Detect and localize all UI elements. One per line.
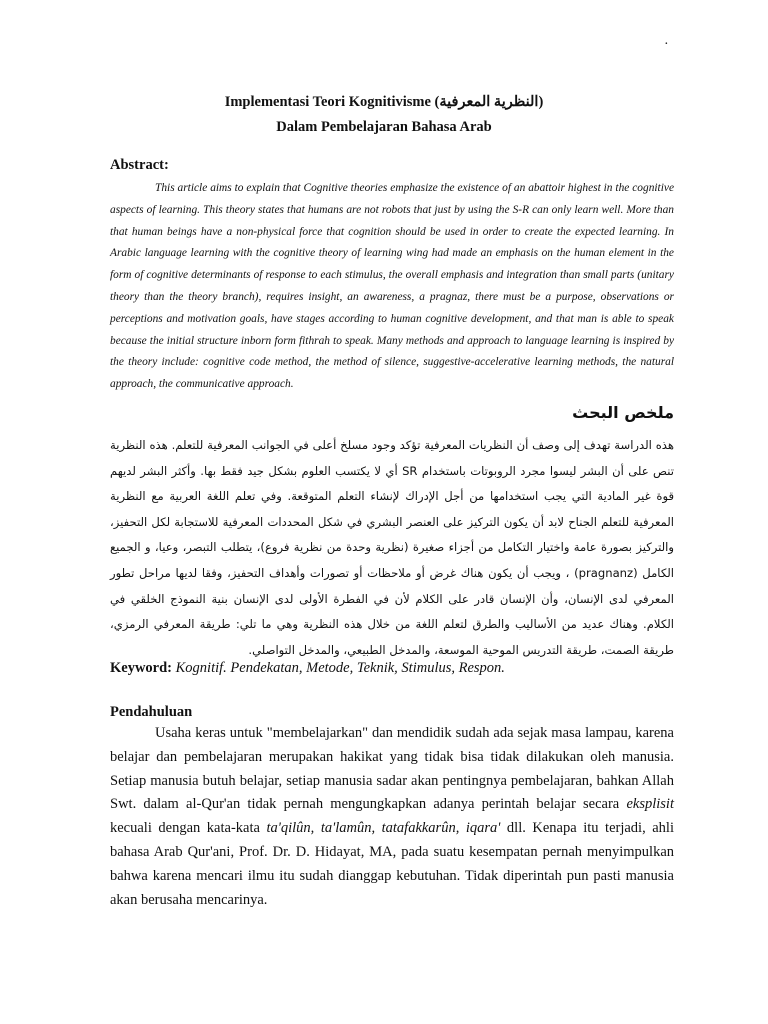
keywords [110, 660, 674, 677]
abstract-body: This article aims to explain that Cognitive theories emphasize the existence of an abattoir highest in the cognitive aspects of learning. This theory states that humans are not robots that just by using the S-R can only learn well. More than that human beings have a non-physical force that cognition should be used in order to create the expected learning. In Arabic language learning with the cognitive theory of learning wing had made an emphasis on the human element in the form of cognitive determinants of response to each stimulus, the overall emphasis and integration than small parts (unitary theory than the theory branch), requires insight, an awareness, a pragnaz, there must be a purpose, observations or perceptions and motivation goals, have stages according to human cognitive development, and that man is able to speak because the initial structure inborn form fithrah to speak. Many methods and approach to language learning is inspired by the theory include: cognitive code method, the method of silence, suggestive-accelerative learning methods, the natural approach, the communicative approach. [110, 182, 674, 391]
keywords-label: Keyword: [110, 660, 173, 676]
title-line-2: Dalam Pembelajaran Bahasa Arab [276, 119, 492, 135]
arabic-abstract-heading: ملخص البحث [572, 403, 674, 422]
introduction-arabic-terms: ta'qilûn, ta'lamûn, tatafakkarûn, iqara' [266, 820, 501, 837]
title-line-1: Implementasi Teori Kognitivisme (النظرية المعرفية) [224, 94, 544, 110]
arabic-abstract-body: هذه الدراسة تهدف إلى وصف أن النظريات المعرفية تؤكد وجود مسلخ أعلى في الجوانب المعرفية للتعلم. هذه النظرية تنص على أن البشر ليسوا مجرد الروبوتات باستخدام SR أي لا يكتسب العلوم بشكل جيد فقط بها. وأكثر البشر لديهم قوة غير المادية التي يجب استخدامها من أجل الإدراك لإنشاء التعلم المتوقعة. وفي تعلم اللغة العربية مع النظرية المعرفية للتعلم الجناح لابد أن يكون التركيز على العنصر البشري في شكل المحددات المعرفية للاستجابة لكل التحفيز، والتركيز بصورة عامة واختيار التكامل من أجزاء صغيرة (نظرية وحدة من نظرية فروع)، يتطلب التبصر، وعيا، و الجميع الكامل (pragnanz) ، ويجب أن يكون هناك غرض أو ملاحظات أو تصورات وأهداف التحفيز، وفقا لديها مراحل تطور المعرفي لدى الإنسان، وأن الإنسان قادر على الكلام لأن في الفطرة الأولى لدى الإنسان بنية النموذج الخلقي في الكلام. وهناك عديد من الأساليب والطرق لتعلم اللغة من خلال هذه النظرية وهي ما تلي: طريقة المعرفي الرمزي، طريقة الصمت، طريقة التدريس الموحية الموسعة، والمدخل الطبيعي، والمدخل التواصلي. [110, 438, 674, 657]
paper-title [0, 90, 768, 140]
introduction-heading: Pendahuluan [110, 704, 193, 720]
introduction-explicit-word: eksplisit [626, 796, 674, 813]
introduction-text-2: kecuali dengan kata-kata [110, 820, 267, 837]
keywords-text: Kognitif. Pendekatan, Metode, Teknik, Stimulus, Respon. [175, 660, 505, 676]
introduction-text-1: Usaha keras untuk "membelajarkan" dan mendidik sudah ada sejak masa lampau, karena belajar dan pembelajaran merupakan hakikat yang tidak bisa tidak dilakukan oleh manusia. Setiap manusia butuh belajar, setiap manusia sadar akan pentingnya pembelajaran, bahkan Allah Swt. dalam al-Qur'an tidak pernah mengungkapkan adanya perintah belajar secara [110, 725, 674, 813]
abstract-heading: Abstract: [110, 157, 169, 173]
page-mark: · [664, 37, 669, 52]
introduction-body [110, 722, 674, 912]
introduction-text-3: dll. Kenapa itu terjadi, ahli bahasa Arab Qur'ani, Prof. Dr. D. Hidayat, MA, pada suatu kesempatan pernah menyimpulkan bahwa karena mencari ilmu itu sudah dianggap kebutuhan. Tidak diperintah pun pasti manusia akan berusaha mencarinya. [110, 820, 674, 908]
